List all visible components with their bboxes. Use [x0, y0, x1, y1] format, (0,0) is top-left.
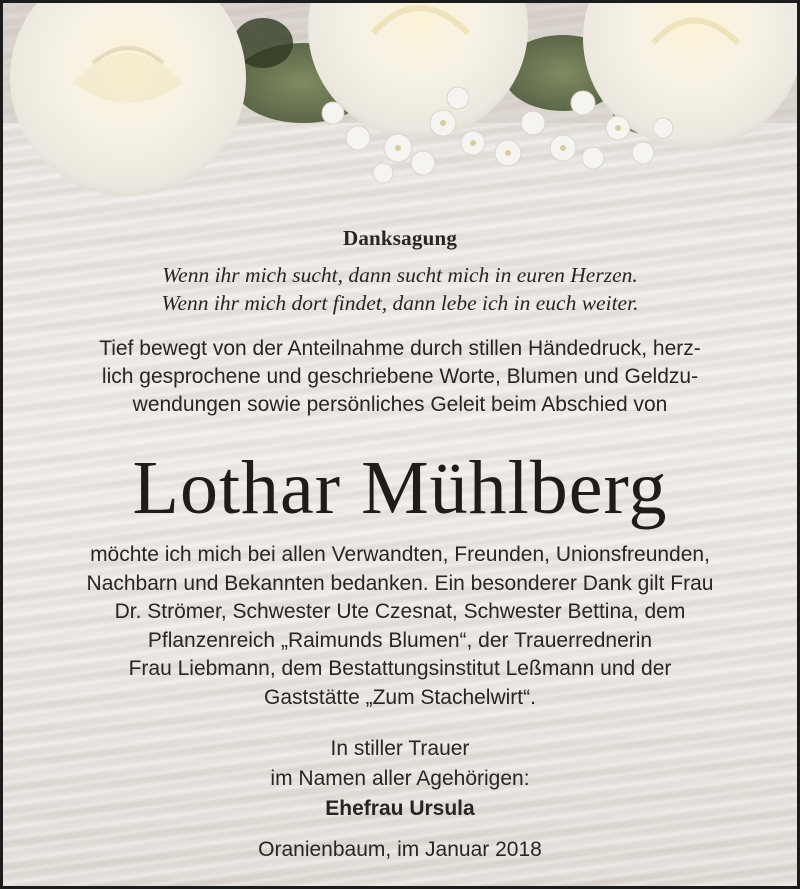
- intro-line: Tief bewegt von der Anteilnahme durch stillen Händedruck, herz-: [99, 337, 701, 360]
- deceased-name: Lothar Mühlberg: [132, 446, 668, 530]
- verse-line: Wenn ihr mich sucht, dann sucht mich in euren Herzen.: [162, 263, 638, 287]
- intro-paragraph: [3, 335, 797, 419]
- closing-line: In stiller Trauer: [330, 737, 470, 760]
- intro-line: wendungen sowie persönliches Geleit beim Abschied von: [132, 393, 668, 416]
- signatory: Ehefrau Ursula: [325, 797, 475, 820]
- thanks-line: Frau Liebmann, dem Bestattungsinstitut Leßmann und der: [128, 657, 672, 680]
- intro-line: lich gesprochene und geschriebene Worte, Blumen und Geldzu-: [101, 365, 699, 388]
- place-date: Oranienbaum, im Januar 2018: [258, 838, 542, 861]
- notice-title: Danksagung: [342, 226, 458, 250]
- verse-line: Wenn ihr mich dort findet, dann lebe ich in euch weiter.: [161, 291, 639, 315]
- thanks-line: Pflanzenreich „Raimunds Blumen“, der Trauerrednerin: [147, 628, 653, 652]
- thanks-line: Gaststätte „Zum Stachelwirt“.: [264, 685, 536, 709]
- thanks-line: möchte ich mich bei allen Verwandten, Freunden, Unionsfreunden,: [90, 543, 710, 566]
- thanks-line: Nachbarn und Bekannten bedanken. Ein besonderer Dank gilt Frau: [86, 571, 714, 595]
- memorial-verse: [3, 261, 797, 317]
- closing-block: [3, 734, 797, 824]
- thanks-paragraph: [3, 541, 797, 712]
- thanks-line: Dr. Strömer, Schwester Ute Czesnat, Schwester Bettina, dem: [114, 600, 686, 623]
- closing-line: im Namen aller Agehörigen:: [270, 767, 530, 790]
- white-roses-flower-decoration: [3, 3, 797, 213]
